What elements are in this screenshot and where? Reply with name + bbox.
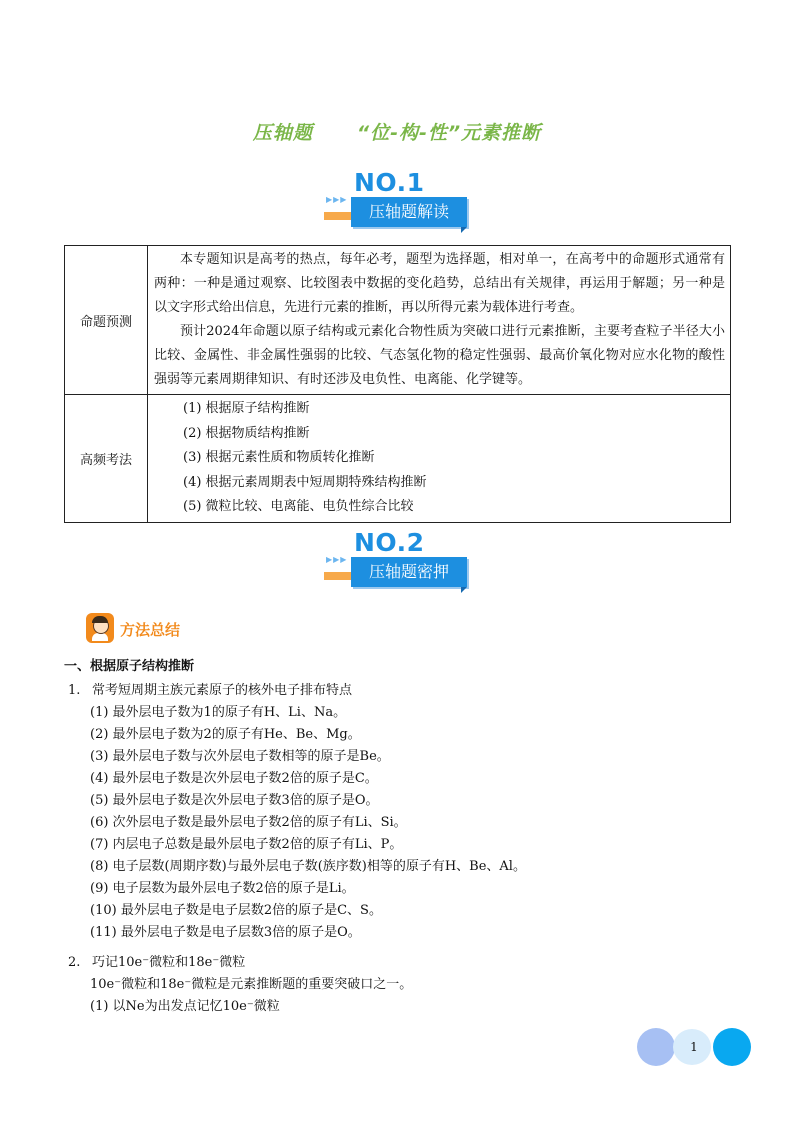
banner-fold [461, 587, 467, 593]
row-header-methods: 高频考法 [65, 395, 148, 523]
banner-label: 压轴题解读 [351, 197, 467, 227]
row-header-prediction: 命题预测 [65, 246, 148, 395]
list-heading-1 [64, 680, 744, 702]
prediction-paragraph-2: 预计2024年命题以原子结构或元素化合物性质为突破口进行元素推断，主要考查粒子半径大小比较、金属性、非金属性强弱的比较、气态氢化物的稳定性强弱、最高价氧化物对应水化物的酸性强弱等元素周期律知识、有时还涉及电负性、电离能、化学键等。 [154, 324, 725, 387]
section-heading: 一、根据原子结构推断 [64, 659, 195, 674]
list-item: (9) 电子层数为最外层电子数2倍的原子是Li。 [90, 881, 355, 896]
list-item: (11) 最外层电子数是电子层数3倍的原子是O。 [90, 925, 361, 940]
list-line: (1) 以Ne为出发点记忆10e⁻微粒 [90, 999, 280, 1014]
decor-circle [637, 1028, 675, 1066]
title-right: “位-构-性”元素推断 [356, 122, 542, 144]
method-item: (5) 微粒比较、电离能、电负性综合比较 [183, 499, 414, 514]
prediction-content [148, 246, 731, 395]
list-line: 10e⁻微粒和18e⁻微粒是元素推断题的重要突破口之一。 [90, 977, 413, 992]
list-item: (4) 最外层电子数是次外层电子数2倍的原子是C。 [90, 771, 378, 786]
methods-content [148, 395, 731, 523]
list-number: 1. [68, 683, 81, 698]
table-row [65, 395, 731, 523]
list-number: 2. [68, 955, 81, 970]
list-heading-2 [64, 952, 744, 974]
page-indicator [637, 1028, 757, 1068]
method-item: (2) 根据物质结构推断 [183, 425, 310, 441]
main-content [64, 680, 744, 1018]
arrows-icon: ▶▶▶ [326, 195, 348, 204]
list-item: (5) 最外层电子数是次外层电子数3倍的原子是O。 [90, 793, 379, 808]
document-title [0, 118, 794, 145]
list-heading-text: 常考短周期主族元素原子的核外电子排布特点 [92, 683, 353, 698]
list-item: (2) 最外层电子数为2的原子有He、Be、Mg。 [90, 727, 361, 742]
decor-circle [713, 1028, 751, 1066]
list-item: (6) 次外层电子数是最外层电子数2倍的原子有Li、Si。 [90, 815, 407, 830]
list-item: (8) 电子层数(周期序数)与最外层电子数(族序数)相等的原子有H、Be、Al。 [90, 859, 526, 874]
banner-fold [461, 227, 467, 233]
banner-number: NO.2 [354, 528, 425, 557]
method-summary-label: 方法总结 [120, 621, 181, 639]
overview-table [64, 245, 731, 523]
banner-number: NO.1 [354, 168, 425, 197]
method-item: (3) 根据元素性质和物质转化推断 [183, 450, 375, 465]
list-item: (1) 最外层电子数为1的原子有H、Li、Na。 [90, 705, 347, 720]
section-banner-1 [322, 168, 472, 232]
method-item: (1) 根据原子结构推断 [183, 401, 310, 416]
prediction-paragraph-1: 本专题知识是高考的热点，每年必考，题型为选择题，相对单一，在高考中的命题形式通常有两种：一种是通过观察、比较图表中数据的变化趋势，总结出有关规律，再运用于解题；另一种是以文字形式给出信息，先进行元素的推断，再以所得元素为载体进行考查。 [154, 252, 725, 315]
teacher-icon [86, 613, 114, 643]
list-item: (3) 最外层电子数与次外层电子数相等的原子是Be。 [90, 749, 390, 764]
list-item: (10) 最外层电子数是电子层数2倍的原子是C、S。 [90, 903, 382, 918]
list-item: (7) 内层电子总数是最外层电子数2倍的原子有Li、P。 [90, 837, 403, 852]
list-heading-text: 巧记10e⁻微粒和18e⁻微粒 [92, 955, 246, 970]
banner-label: 压轴题密押 [351, 557, 467, 587]
section-banner-2 [322, 528, 472, 592]
table-row [65, 246, 731, 395]
arrows-icon: ▶▶▶ [326, 555, 348, 564]
method-item: (4) 根据元素周期表中短周期特殊结构推断 [183, 474, 427, 490]
title-left: 压轴题 [252, 122, 313, 144]
page-number: 1 [690, 1040, 698, 1054]
